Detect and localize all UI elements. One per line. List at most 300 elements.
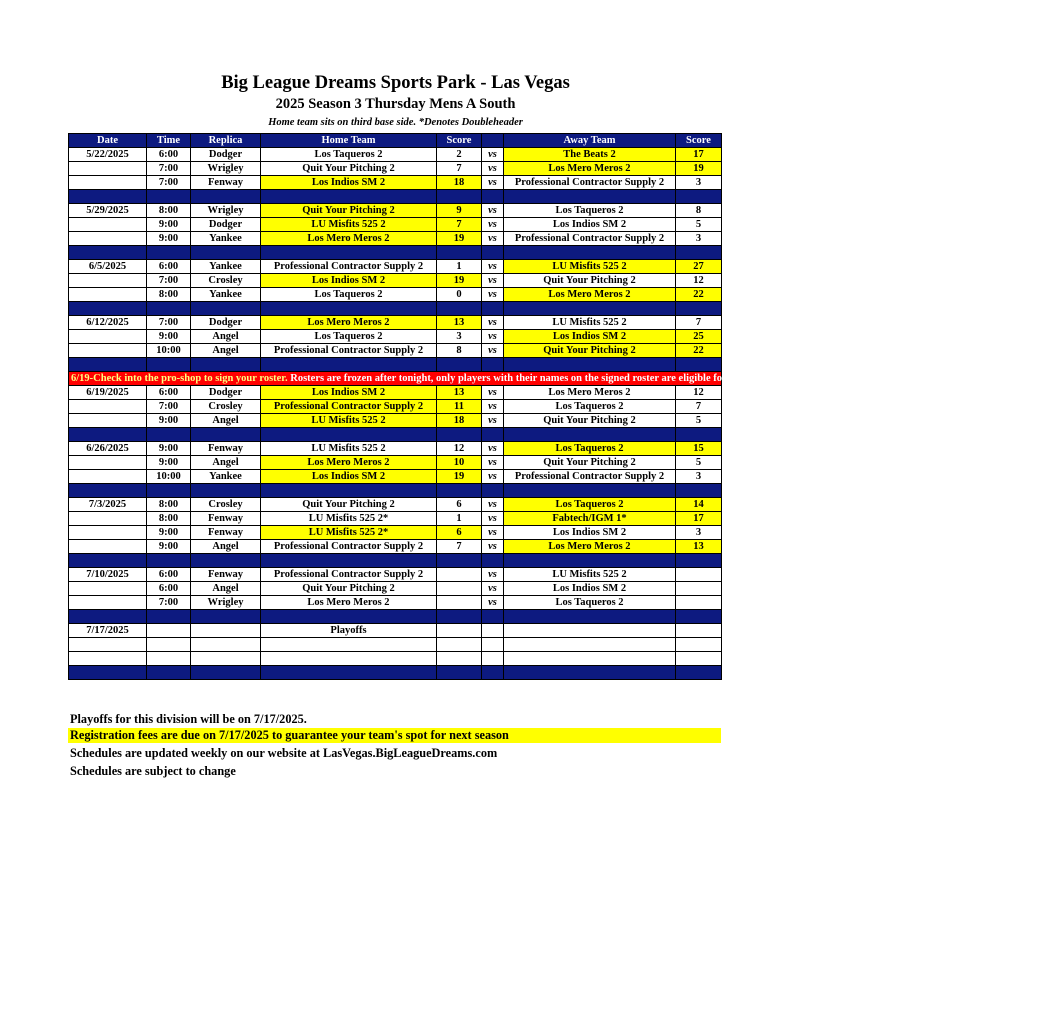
away-team: Quit Your Pitching 2: [504, 344, 676, 358]
home-score: [437, 624, 482, 638]
game-date: [69, 456, 147, 470]
field-replica: Fenway: [191, 442, 261, 456]
away-score: 8: [676, 204, 722, 218]
separator-cell: [147, 484, 191, 498]
away-team: Los Indios SM 2: [504, 330, 676, 344]
separator-cell: [482, 428, 504, 442]
vs-label: vs: [482, 470, 504, 484]
separator-cell: [482, 484, 504, 498]
game-row: [69, 344, 722, 358]
field-replica: [191, 624, 261, 638]
away-score: 17: [676, 512, 722, 526]
vs-label: vs: [482, 386, 504, 400]
game-time: 7:00: [147, 400, 191, 414]
separator-cell: [482, 610, 504, 624]
home-score: 18: [437, 414, 482, 428]
game-date: 7/10/2025: [69, 568, 147, 582]
roster-notice-text: Rosters are frozen after tonight, only players with their names on the signed roster are eligible for playoffs. Please check carefully as changes will not be made for omissions.: [287, 373, 1059, 384]
separator-cell: [504, 554, 676, 568]
away-team: Los Taqueros 2: [504, 442, 676, 456]
notice-body: [69, 372, 1059, 386]
home-team: [261, 652, 437, 666]
home-score: 2: [437, 148, 482, 162]
separator-cell: [676, 666, 722, 680]
game-time: 9:00: [147, 456, 191, 470]
week-separator: [69, 302, 722, 316]
col-vs: [482, 134, 504, 148]
game-row: [69, 596, 722, 610]
game-date: [69, 400, 147, 414]
home-team: Los Mero Meros 2: [261, 316, 437, 330]
field-replica: Wrigley: [191, 162, 261, 176]
game-date: [69, 596, 147, 610]
separator-cell: [437, 610, 482, 624]
game-row: [69, 512, 722, 526]
field-replica: Fenway: [191, 568, 261, 582]
home-team: Quit Your Pitching 2: [261, 582, 437, 596]
game-date: [69, 638, 147, 652]
game-row: [69, 260, 722, 274]
schedule-table: [68, 133, 1059, 680]
game-date: [69, 162, 147, 176]
separator-cell: [69, 246, 147, 260]
game-date: [69, 414, 147, 428]
home-team: LU Misfits 525 2: [261, 442, 437, 456]
game-row: [69, 232, 722, 246]
field-replica: Crosley: [191, 400, 261, 414]
game-row: [69, 470, 722, 484]
home-team: LU Misfits 525 2: [261, 218, 437, 232]
field-replica: Yankee: [191, 260, 261, 274]
field-replica: Angel: [191, 414, 261, 428]
game-row: [69, 218, 722, 232]
home-score: 12: [437, 442, 482, 456]
change-note: Schedules are subject to change: [70, 764, 236, 778]
separator-cell: [482, 666, 504, 680]
home-score: 13: [437, 316, 482, 330]
away-team: Los Taqueros 2: [504, 498, 676, 512]
separator-cell: [69, 610, 147, 624]
game-time: 10:00: [147, 344, 191, 358]
game-time: 9:00: [147, 442, 191, 456]
vs-label: vs: [482, 498, 504, 512]
home-score: [437, 596, 482, 610]
field-replica: [191, 638, 261, 652]
vs-label: vs: [482, 512, 504, 526]
game-date: [69, 470, 147, 484]
game-date: [69, 176, 147, 190]
game-date: 5/22/2025: [69, 148, 147, 162]
website-note: Schedules are updated weekly on our website at LasVegas.BigLeagueDreams.com: [70, 746, 498, 760]
away-team: Los Taqueros 2: [504, 204, 676, 218]
separator-cell: [191, 610, 261, 624]
home-score: 11: [437, 400, 482, 414]
home-score: 10: [437, 456, 482, 470]
vs-label: vs: [482, 526, 504, 540]
field-replica: Dodger: [191, 218, 261, 232]
field-replica: Fenway: [191, 176, 261, 190]
game-row: [69, 638, 722, 652]
field-replica: Angel: [191, 582, 261, 596]
field-replica: Wrigley: [191, 596, 261, 610]
game-row: [69, 540, 722, 554]
separator-cell: [482, 246, 504, 260]
separator-cell: [69, 428, 147, 442]
separator-cell: [676, 302, 722, 316]
vs-label: vs: [482, 274, 504, 288]
home-team: Los Taqueros 2: [261, 330, 437, 344]
separator-cell: [437, 358, 482, 372]
separator-cell: [69, 302, 147, 316]
schedule-note: Home team sits on third base side. *Denotes Doubleheader: [268, 117, 523, 128]
away-score: [676, 624, 722, 638]
away-team: Professional Contractor Supply 2: [504, 232, 676, 246]
game-time: 6:00: [147, 260, 191, 274]
home-score: 3: [437, 330, 482, 344]
vs-label: vs: [482, 232, 504, 246]
home-team: [261, 638, 437, 652]
separator-cell: [147, 428, 191, 442]
field-replica: Fenway: [191, 512, 261, 526]
home-team: Los Mero Meros 2: [261, 232, 437, 246]
home-score: 6: [437, 498, 482, 512]
game-row: [69, 204, 722, 218]
separator-cell: [69, 666, 147, 680]
home-score: 8: [437, 344, 482, 358]
away-team: Los Mero Meros 2: [504, 540, 676, 554]
away-score: 25: [676, 330, 722, 344]
field-replica: Dodger: [191, 148, 261, 162]
separator-cell: [191, 358, 261, 372]
game-time: [147, 638, 191, 652]
separator-cell: [504, 302, 676, 316]
home-score: 1: [437, 260, 482, 274]
away-score: 13: [676, 540, 722, 554]
field-replica: Yankee: [191, 470, 261, 484]
vs-label: [482, 638, 504, 652]
roster-notice-row: [69, 372, 722, 386]
separator-cell: [437, 246, 482, 260]
separator-cell: [147, 190, 191, 204]
separator-cell: [676, 190, 722, 204]
page-subtitle: 2025 Season 3 Thursday Mens A South: [275, 96, 516, 112]
separator-cell: [676, 246, 722, 260]
home-team: Professional Contractor Supply 2: [261, 400, 437, 414]
away-team: [504, 652, 676, 666]
separator-cell: [261, 302, 437, 316]
game-row: [69, 288, 722, 302]
vs-label: [482, 652, 504, 666]
home-score: [437, 638, 482, 652]
separator-cell: [482, 554, 504, 568]
vs-label: vs: [482, 148, 504, 162]
game-row: [69, 176, 722, 190]
away-team: Los Indios SM 2: [504, 526, 676, 540]
away-score: 12: [676, 274, 722, 288]
home-team: Los Mero Meros 2: [261, 596, 437, 610]
away-score: 5: [676, 218, 722, 232]
game-time: 9:00: [147, 540, 191, 554]
away-team: LU Misfits 525 2: [504, 316, 676, 330]
home-team: Professional Contractor Supply 2: [261, 540, 437, 554]
schedule-body-before-notice: [69, 148, 722, 372]
separator-cell: [261, 428, 437, 442]
home-score: [437, 568, 482, 582]
away-score: 5: [676, 414, 722, 428]
home-score: 18: [437, 176, 482, 190]
game-date: [69, 652, 147, 666]
separator-cell: [69, 554, 147, 568]
game-row: [69, 456, 722, 470]
home-score: 9: [437, 204, 482, 218]
field-replica: Crosley: [191, 274, 261, 288]
game-date: 7/17/2025: [69, 624, 147, 638]
game-row: [69, 652, 722, 666]
field-replica: Crosley: [191, 498, 261, 512]
separator-cell: [147, 554, 191, 568]
away-team: Professional Contractor Supply 2: [504, 470, 676, 484]
home-team: LU Misfits 525 2*: [261, 512, 437, 526]
game-date: [69, 274, 147, 288]
game-time: [147, 652, 191, 666]
away-team: The Beats 2: [504, 148, 676, 162]
separator-cell: [191, 666, 261, 680]
away-score: 22: [676, 288, 722, 302]
game-row: [69, 442, 722, 456]
game-row: [69, 400, 722, 414]
game-time: 7:00: [147, 162, 191, 176]
away-score: [676, 568, 722, 582]
game-row: [69, 330, 722, 344]
vs-label: vs: [482, 414, 504, 428]
game-date: [69, 288, 147, 302]
page-title: Big League Dreams Sports Park - Las Vegas: [221, 73, 570, 93]
roster-notice-lead: 6/19-Check into the pro-shop to sign your roster.: [71, 373, 288, 384]
game-time: 6:00: [147, 582, 191, 596]
game-date: [69, 582, 147, 596]
away-team: Professional Contractor Supply 2: [504, 176, 676, 190]
week-separator: [69, 666, 722, 680]
separator-cell: [261, 554, 437, 568]
away-team: [504, 638, 676, 652]
home-team: LU Misfits 525 2*: [261, 526, 437, 540]
separator-cell: [504, 484, 676, 498]
separator-cell: [261, 358, 437, 372]
away-team: Los Mero Meros 2: [504, 288, 676, 302]
away-score: 19: [676, 162, 722, 176]
home-team: Los Mero Meros 2: [261, 456, 437, 470]
game-time: 8:00: [147, 288, 191, 302]
home-team: Quit Your Pitching 2: [261, 204, 437, 218]
separator-cell: [676, 428, 722, 442]
field-replica: Angel: [191, 456, 261, 470]
separator-cell: [676, 358, 722, 372]
home-score: 7: [437, 540, 482, 554]
separator-cell: [191, 190, 261, 204]
separator-cell: [69, 190, 147, 204]
field-replica: Angel: [191, 344, 261, 358]
col-time: Time: [147, 134, 191, 148]
game-date: [69, 344, 147, 358]
col-home-team: Home Team: [261, 134, 437, 148]
separator-cell: [482, 302, 504, 316]
field-replica: [191, 652, 261, 666]
playoffs-note: Playoffs for this division will be on 7/17/2025.: [70, 712, 307, 726]
game-date: 6/26/2025: [69, 442, 147, 456]
away-score: 17: [676, 148, 722, 162]
game-time: 7:00: [147, 316, 191, 330]
vs-label: vs: [482, 260, 504, 274]
away-score: 7: [676, 400, 722, 414]
separator-cell: [147, 610, 191, 624]
game-time: 9:00: [147, 232, 191, 246]
away-score: 3: [676, 470, 722, 484]
col-home-score: Score: [437, 134, 482, 148]
home-team: Professional Contractor Supply 2: [261, 568, 437, 582]
home-score: [437, 652, 482, 666]
away-team: Los Indios SM 2: [504, 582, 676, 596]
separator-cell: [676, 554, 722, 568]
separator-cell: [191, 246, 261, 260]
field-replica: Angel: [191, 540, 261, 554]
separator-cell: [437, 190, 482, 204]
vs-label: vs: [482, 442, 504, 456]
week-separator: [69, 484, 722, 498]
game-row: [69, 526, 722, 540]
game-time: 6:00: [147, 148, 191, 162]
home-score: 13: [437, 386, 482, 400]
home-team: LU Misfits 525 2: [261, 414, 437, 428]
home-team: Los Indios SM 2: [261, 386, 437, 400]
separator-cell: [437, 302, 482, 316]
field-replica: Yankee: [191, 288, 261, 302]
week-separator: [69, 246, 722, 260]
separator-cell: [191, 554, 261, 568]
away-score: 15: [676, 442, 722, 456]
game-row: [69, 498, 722, 512]
schedule-body-after-notice: [69, 386, 722, 680]
separator-cell: [482, 190, 504, 204]
game-row: [69, 414, 722, 428]
game-time: 8:00: [147, 512, 191, 526]
separator-cell: [69, 484, 147, 498]
separator-cell: [261, 666, 437, 680]
away-team: LU Misfits 525 2: [504, 568, 676, 582]
game-time: 9:00: [147, 218, 191, 232]
separator-cell: [504, 358, 676, 372]
vs-label: vs: [482, 456, 504, 470]
field-replica: Dodger: [191, 386, 261, 400]
separator-cell: [147, 246, 191, 260]
away-team: Los Mero Meros 2: [504, 162, 676, 176]
game-row: [69, 162, 722, 176]
away-team: Quit Your Pitching 2: [504, 414, 676, 428]
game-time: 8:00: [147, 498, 191, 512]
separator-cell: [261, 246, 437, 260]
separator-cell: [504, 428, 676, 442]
separator-cell: [676, 484, 722, 498]
field-replica: Dodger: [191, 316, 261, 330]
separator-cell: [147, 358, 191, 372]
roster-notice: [69, 372, 1059, 386]
separator-cell: [261, 610, 437, 624]
away-score: 5: [676, 456, 722, 470]
field-replica: Wrigley: [191, 204, 261, 218]
separator-cell: [261, 190, 437, 204]
separator-cell: [504, 190, 676, 204]
away-score: [676, 638, 722, 652]
home-team: Quit Your Pitching 2: [261, 162, 437, 176]
away-team: Fabtech/IGM 1*: [504, 512, 676, 526]
game-date: [69, 540, 147, 554]
registration-note: Registration fees are due on 7/17/2025 to guarantee your team's spot for next season: [68, 728, 721, 743]
home-score: 7: [437, 162, 482, 176]
separator-cell: [147, 666, 191, 680]
separator-cell: [437, 428, 482, 442]
game-date: 6/12/2025: [69, 316, 147, 330]
vs-label: vs: [482, 582, 504, 596]
game-date: [69, 218, 147, 232]
home-score: 6: [437, 526, 482, 540]
separator-cell: [482, 358, 504, 372]
game-date: [69, 512, 147, 526]
away-score: 3: [676, 232, 722, 246]
home-team: Los Indios SM 2: [261, 470, 437, 484]
vs-label: vs: [482, 176, 504, 190]
home-team: Professional Contractor Supply 2: [261, 344, 437, 358]
away-team: [504, 624, 676, 638]
game-time: 6:00: [147, 386, 191, 400]
game-time: 7:00: [147, 274, 191, 288]
separator-cell: [191, 302, 261, 316]
home-team: Los Taqueros 2: [261, 288, 437, 302]
game-row: [69, 568, 722, 582]
week-separator: [69, 428, 722, 442]
week-separator: [69, 610, 722, 624]
away-score: 3: [676, 176, 722, 190]
game-date: 7/3/2025: [69, 498, 147, 512]
game-time: 6:00: [147, 568, 191, 582]
vs-label: vs: [482, 344, 504, 358]
game-row: [69, 386, 722, 400]
game-time: [147, 624, 191, 638]
away-score: 7: [676, 316, 722, 330]
game-time: 10:00: [147, 470, 191, 484]
game-time: 7:00: [147, 176, 191, 190]
header-row: [69, 134, 722, 148]
col-away-score: Score: [676, 134, 722, 148]
vs-label: vs: [482, 218, 504, 232]
separator-cell: [504, 666, 676, 680]
away-score: [676, 582, 722, 596]
vs-label: vs: [482, 288, 504, 302]
game-time: 9:00: [147, 414, 191, 428]
field-replica: Angel: [191, 330, 261, 344]
vs-label: [482, 624, 504, 638]
away-team: Quit Your Pitching 2: [504, 274, 676, 288]
separator-cell: [437, 484, 482, 498]
away-score: 22: [676, 344, 722, 358]
separator-cell: [504, 246, 676, 260]
away-team: Quit Your Pitching 2: [504, 456, 676, 470]
away-score: 12: [676, 386, 722, 400]
separator-cell: [69, 358, 147, 372]
game-time: 9:00: [147, 330, 191, 344]
vs-label: vs: [482, 330, 504, 344]
separator-cell: [504, 610, 676, 624]
separator-cell: [147, 302, 191, 316]
game-date: [69, 330, 147, 344]
